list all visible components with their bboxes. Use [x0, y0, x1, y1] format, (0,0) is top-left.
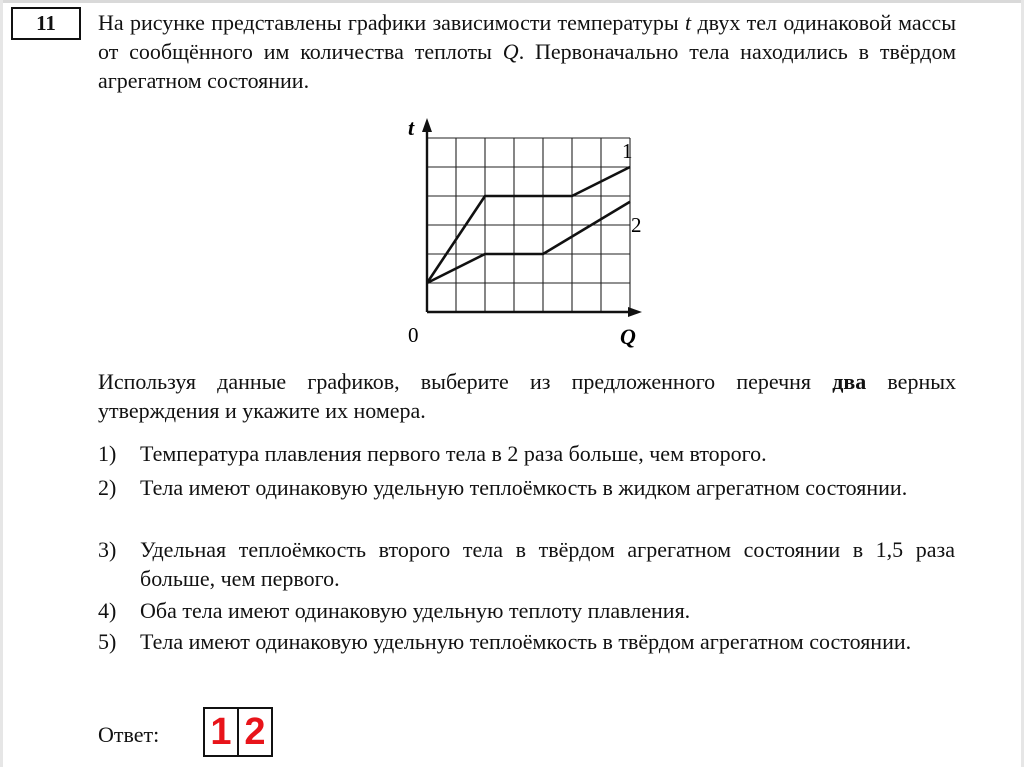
temperature-heat-graph — [380, 112, 670, 357]
instruction-text — [98, 367, 956, 425]
instruction-part-1: Используя данные графиков, выберите из предложенного перечня — [98, 369, 833, 394]
intro-text-2: двух тел одинаковой массы от сообщённого им количества теплоты — [98, 10, 956, 64]
option-number: 5) — [98, 629, 117, 654]
answer-label: Ответ: — [98, 722, 160, 747]
intro-text-1: На рисунке представлены графики зависимости температуры — [98, 10, 686, 35]
instruction-part-2: верных утверждения и укажите их номера. — [98, 369, 957, 423]
option-number: 1) — [98, 441, 117, 466]
intro-var-t: t — [685, 10, 692, 35]
curve-2-label: 2 — [631, 213, 642, 237]
page-left-border — [0, 0, 3, 767]
task-number-box: 11 — [11, 7, 81, 40]
option-text: Оба тела имеют одинаковую удельную теплоту плавления. — [140, 598, 691, 623]
curve-1-label: 1 — [622, 139, 633, 163]
page-top-border — [0, 0, 1024, 3]
intro-text-3: . Первоначально тела находились в твёрдом агрегатном состоянии. — [98, 39, 957, 93]
answer-cell-1[interactable]: 1 — [203, 707, 239, 757]
instruction-bold: два — [832, 369, 867, 394]
x-axis-arrow — [628, 307, 642, 317]
option-text: Удельная теплоёмкость второго тела в твёрдом агрегатном состоянии в 1,5 раза больше, чем первого. — [140, 537, 955, 591]
y-axis-label: t — [408, 115, 415, 140]
option-text: Температура плавления первого тела в 2 раза больше, чем второго. — [140, 441, 767, 466]
option-number: 3) — [98, 537, 117, 562]
answer-cell-2[interactable]: 2 — [237, 707, 273, 757]
y-axis-arrow — [422, 118, 432, 132]
option-number: 2) — [98, 475, 117, 500]
option-number: 4) — [98, 598, 117, 623]
option-text: Тела имеют одинаковую удельную теплоёмкость в твёрдом агрегатном состоянии. — [140, 629, 912, 654]
intro-var-q: Q — [502, 39, 519, 64]
graph-grid — [427, 138, 630, 312]
x-axis-label: Q — [620, 324, 636, 349]
curve-2 — [427, 202, 630, 283]
option-text: Тела имеют одинаковую удельную теплоёмкость в жидком агрегатном состоянии. — [140, 475, 908, 500]
origin-label: 0 — [408, 323, 419, 347]
problem-statement — [98, 8, 956, 95]
